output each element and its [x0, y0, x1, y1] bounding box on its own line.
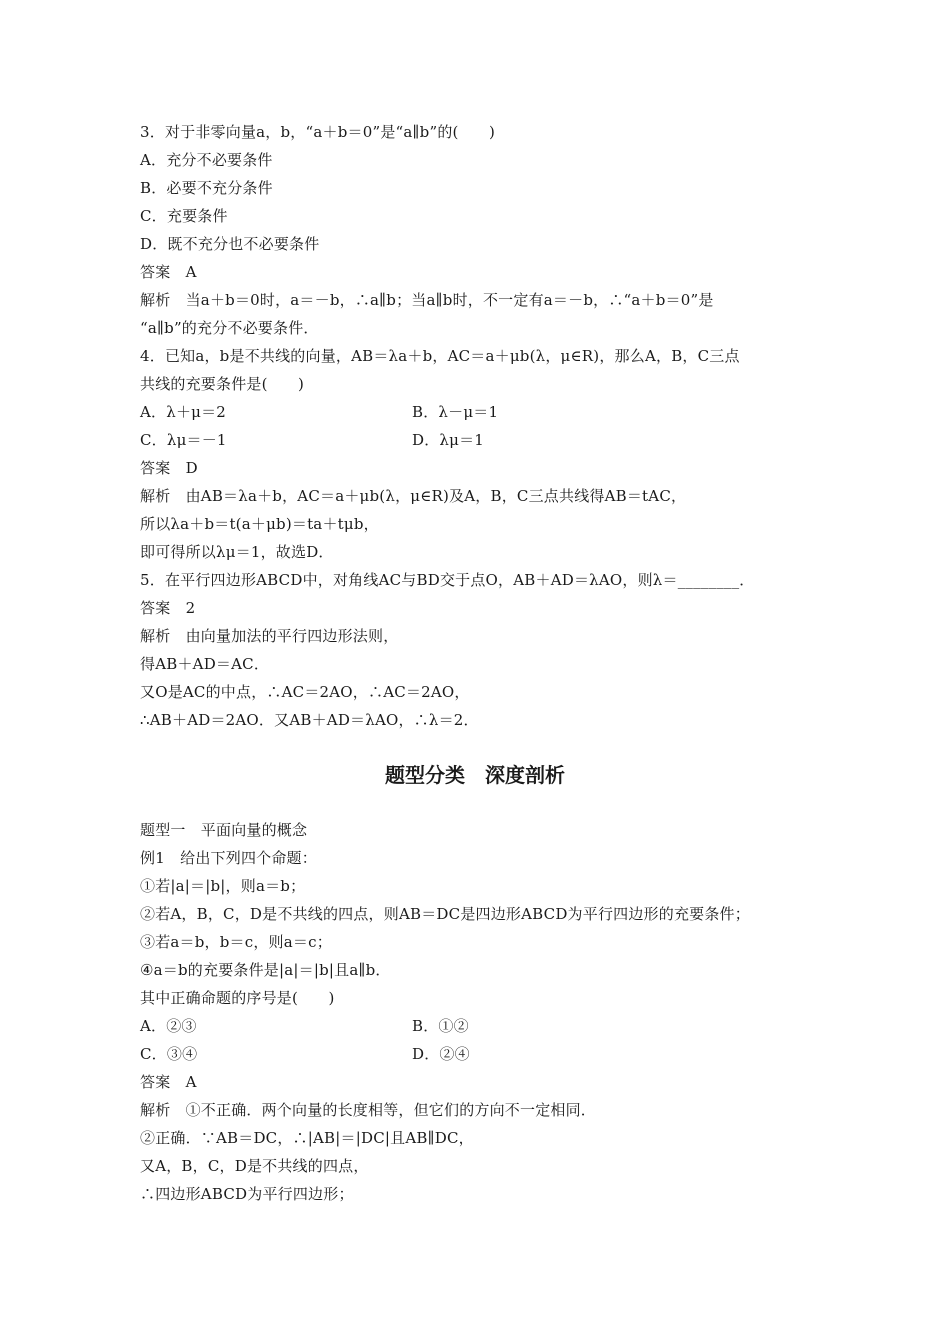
example1-option-d: D．②④ — [412, 1045, 470, 1063]
q5-explanation-1: 解析 由向量加法的平行四边形法则， — [140, 627, 399, 645]
q5-explanation-4: ∴AB＋AD＝2AO．又AB＋AD＝λAO，∴λ＝2． — [140, 711, 479, 729]
example1-stem: 例1 给出下列四个命题： — [140, 849, 317, 867]
type1-title: 题型一 平面向量的概念 — [140, 821, 308, 839]
q5-answer: 答案 2 — [140, 599, 196, 617]
example1-option-b: B．①② — [412, 1017, 469, 1035]
q3-option-d: D．既不充分也不必要条件 — [140, 235, 320, 253]
example1-explanation-4: ∴四边形ABCD为平行四边形； — [140, 1185, 354, 1203]
q4-answer: 答案 D — [140, 459, 198, 477]
q4-explanation-3: 即可得所以λμ＝1，故选D． — [140, 543, 334, 561]
q4-stem-2: 共线的充要条件是( ) — [140, 375, 305, 393]
example1-option-c: C．③④ — [140, 1045, 198, 1063]
proposition-1: ①若|a|＝|b|，则a＝b； — [140, 877, 306, 895]
q5-explanation-2: 得AB＋AD＝AC． — [140, 655, 270, 673]
q3-explanation-1: 解析 当a＋b＝0时，a＝－b，∴a∥b；当a∥b时，不一定有a＝－b，∴“a＋b＝0”是 — [140, 291, 714, 309]
section-heading: 题型分类 深度剖析 — [385, 763, 565, 787]
q4-option-b: B．λ－μ＝1 — [412, 403, 499, 421]
q4-explanation-1: 解析 由AB＝λa＋b，AC＝a＋μb(λ，μ∈R)及A，B，C三点共线得AB＝tAC， — [140, 487, 687, 505]
example1-explanation-3: 又A，B，C，D是不共线的四点， — [140, 1157, 369, 1175]
q3-explanation-2: “a∥b”的充分不必要条件． — [140, 319, 319, 337]
q4-option-d: D．λμ＝1 — [412, 431, 485, 449]
q3-option-a: A．充分不必要条件 — [140, 151, 273, 169]
example1-answer: 答案 A — [140, 1073, 197, 1091]
q3-option-b: B．必要不充分条件 — [140, 179, 273, 197]
q3-stem: 3．对于非零向量a，b，“a＋b＝0”是“a∥b”的( ) — [140, 123, 496, 141]
q5-explanation-3: 又O是AC的中点，∴AC＝2AO，∴AC＝2AO， — [140, 683, 470, 701]
example1-option-a: A．②③ — [140, 1017, 197, 1035]
q3-option-c: C．充要条件 — [140, 207, 228, 225]
q4-explanation-2: 所以λa＋b＝t(a＋μb)＝ta＋tμb， — [140, 515, 379, 533]
q4-stem-1: 4．已知a，b是不共线的向量，AB＝λa＋b，AC＝a＋μb(λ，μ∈R)，那么A，B，C三点 — [140, 347, 740, 365]
q3-answer: 答案 A — [140, 263, 197, 281]
q5-stem: 5．在平行四边形ABCD中，对角线AC与BD交于点O，AB＋AD＝λAO，则λ＝________． — [140, 571, 755, 589]
q4-option-c: C．λμ＝－1 — [140, 431, 227, 449]
example1-question: 其中正确命题的序号是( ) — [140, 989, 335, 1007]
proposition-3: ③若a＝b，b＝c，则a＝c； — [140, 933, 332, 951]
q4-option-a: A．λ＋μ＝2 — [140, 403, 227, 421]
example1-explanation-1: 解析 ①不正确．两个向量的长度相等，但它们的方向不一定相同． — [140, 1101, 597, 1119]
proposition-2: ②若A，B，C，D是不共线的四点，则AB＝DC是四边形ABCD为平行四边形的充要条件； — [140, 905, 750, 923]
proposition-4: ④a＝b的充要条件是|a|＝|b|且a∥b． — [140, 961, 391, 979]
example1-explanation-2: ②正确．∵AB＝DC，∴|AB|＝|DC|且AB∥DC， — [140, 1129, 474, 1147]
